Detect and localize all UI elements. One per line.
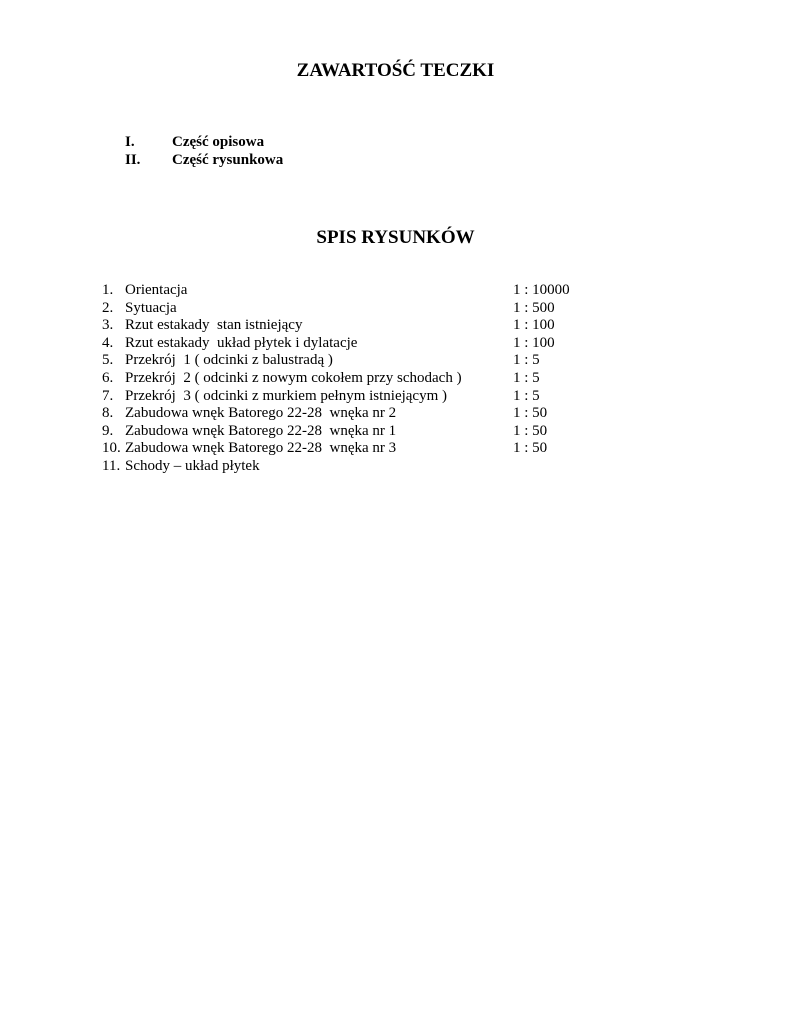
drawing-row bbox=[102, 352, 602, 370]
drawing-row bbox=[102, 317, 602, 335]
drawing-label: Przekrój 1 ( odcinki z balustradą ) bbox=[125, 352, 333, 369]
drawing-label: Przekrój 3 ( odcinki z murkiem pełnym istniejącym ) bbox=[125, 387, 448, 404]
drawing-number: 6. bbox=[102, 369, 114, 386]
drawing-row bbox=[102, 388, 602, 406]
drawing-label: Zabudowa wnęk Batorego 22-28 wnęka nr 1 bbox=[125, 422, 397, 439]
drawing-label: Sytuacja bbox=[125, 299, 177, 316]
drawing-scale: 1 : 5 bbox=[513, 352, 540, 369]
drawing-row bbox=[102, 405, 602, 423]
page-title: ZAWARTOŚĆ TECZKI bbox=[296, 60, 495, 81]
drawing-label: Rzut estakady układ płytek i dylatacje bbox=[125, 334, 358, 351]
drawing-row bbox=[102, 440, 602, 458]
drawing-number: 9. bbox=[102, 422, 114, 439]
section-number: II. bbox=[125, 152, 141, 168]
drawing-row bbox=[102, 423, 602, 441]
drawing-label: Orientacja bbox=[125, 282, 188, 298]
drawings-title: SPIS RYSUNKÓW bbox=[316, 227, 475, 248]
drawing-label: Zabudowa wnęk Batorego 22-28 wnęka nr 3 bbox=[125, 440, 397, 457]
drawing-label: Schody – układ płytek bbox=[125, 457, 260, 474]
drawing-label: Zabudowa wnęk Batorego 22-28 wnęka nr 2 bbox=[125, 405, 397, 422]
section-number: I. bbox=[125, 134, 135, 150]
drawing-scale: 1 : 50 bbox=[513, 405, 548, 422]
section-label: Część rysunkowa bbox=[172, 152, 284, 168]
drawing-number: 4. bbox=[102, 334, 114, 351]
drawing-scale: 1 : 5 bbox=[513, 369, 540, 386]
drawing-number: 2. bbox=[102, 299, 114, 316]
drawing-number: 7. bbox=[102, 387, 114, 404]
drawing-scale: 1 : 50 bbox=[513, 440, 548, 457]
section-label: Część opisowa bbox=[172, 134, 265, 150]
drawing-scale: 1 : 500 bbox=[513, 299, 555, 316]
drawing-scale: 1 : 5 bbox=[513, 387, 540, 404]
drawing-row bbox=[102, 370, 602, 388]
drawings-list bbox=[102, 282, 602, 476]
drawing-number: 5. bbox=[102, 352, 114, 369]
drawing-row bbox=[102, 458, 602, 476]
drawing-scale: 1 : 50 bbox=[513, 422, 548, 439]
drawing-scale: 1 : 100 bbox=[513, 317, 555, 334]
drawing-number: 10. bbox=[102, 440, 121, 457]
drawing-row bbox=[102, 300, 602, 318]
drawing-row bbox=[102, 335, 602, 353]
drawing-number: 1. bbox=[102, 282, 114, 298]
drawing-row bbox=[102, 282, 602, 300]
drawing-number: 8. bbox=[102, 405, 114, 422]
drawing-number: 3. bbox=[102, 317, 114, 334]
drawing-label: Przekrój 2 ( odcinki z nowym cokołem przy schodach ) bbox=[125, 369, 462, 386]
drawing-scale: 1 : 10000 bbox=[513, 282, 570, 298]
drawing-label: Rzut estakady stan istniejący bbox=[125, 317, 303, 334]
drawing-scale: 1 : 100 bbox=[513, 334, 555, 351]
drawing-number: 11. bbox=[102, 457, 121, 474]
